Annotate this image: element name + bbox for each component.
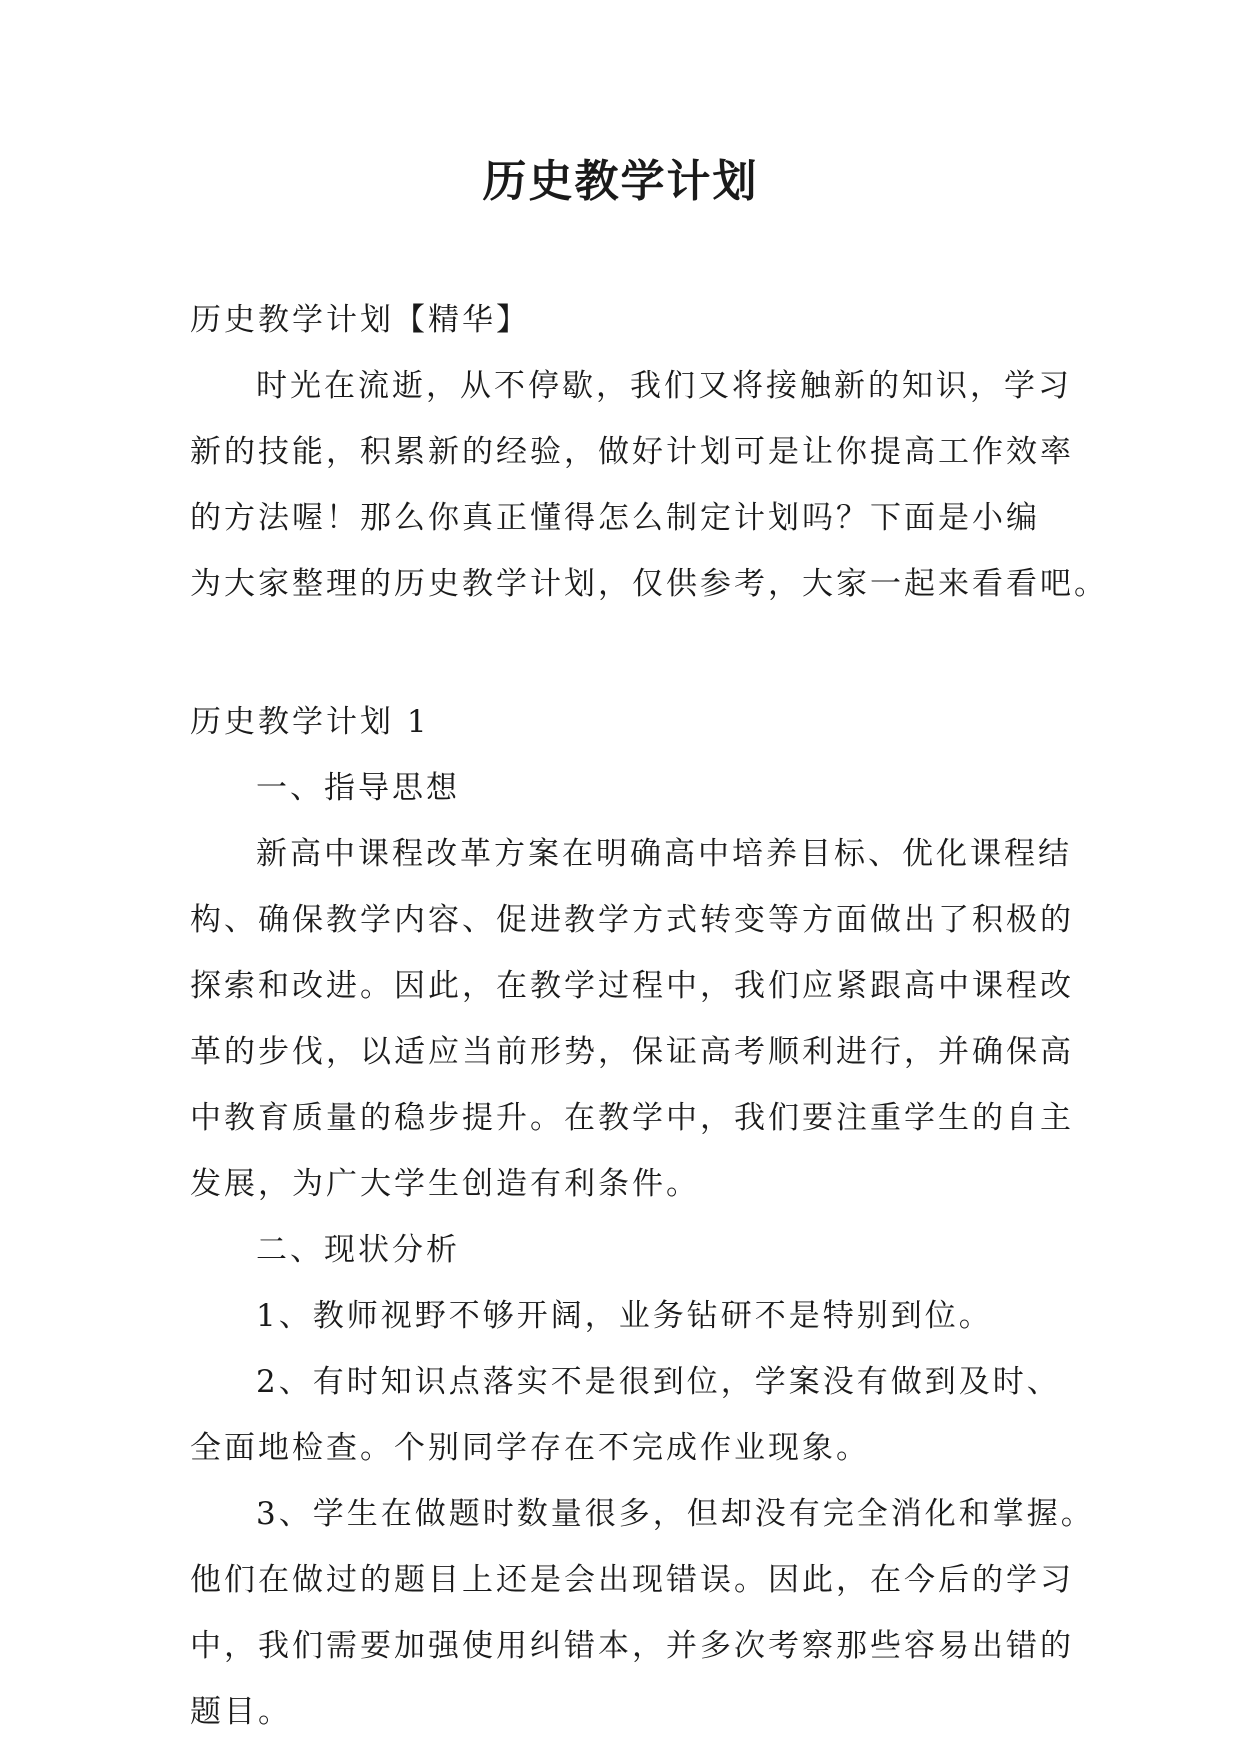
- paragraph-line: 革的步伐，以适应当前形势，保证高考顺利进行，并确保高: [190, 1034, 1074, 1070]
- list-item-line: 中，我们需要加强使用纠错本，并多次考察那些容易出错的: [190, 1628, 1074, 1664]
- intro-paragraph-line: 新的技能，积累新的经验，做好计划可是让你提高工作效率: [190, 434, 1074, 470]
- paragraph-line: 新高中课程改革方案在明确高中培养目标、优化课程结: [256, 836, 1072, 872]
- section-gap: [190, 617, 1052, 689]
- list-item-line: 题目。: [190, 1694, 292, 1730]
- paragraph-line: 中教育质量的稳步提升。在教学中，我们要注重学生的自主: [190, 1100, 1074, 1136]
- intro-paragraph-line: 时光在流逝，从不停歇，我们又将接触新的知识，学习: [256, 368, 1072, 404]
- subtitle-line: 历史教学计划【精华】: [190, 302, 530, 338]
- paragraph-line: 探索和改进。因此，在教学过程中，我们应紧跟高中课程改: [190, 968, 1074, 1004]
- subsection-heading: 二、现状分析: [256, 1232, 460, 1268]
- document-body: [190, 287, 1108, 1745]
- section-heading: 历史教学计划 1: [190, 704, 430, 740]
- document-title: 历史教学计划: [482, 156, 759, 207]
- subsection-heading: 一、指导思想: [256, 770, 460, 806]
- list-item-line: 1、教师视野不够开阔，业务钻研不是特别到位。: [256, 1298, 993, 1334]
- intro-paragraph-line: 的方法喔！那么你真正懂得怎么制定计划吗？下面是小编: [190, 500, 1040, 536]
- list-item-line: 全面地检查。个别同学存在不完成作业现象。: [190, 1430, 870, 1466]
- list-item-line: 他们在做过的题目上还是会出现错误。因此，在今后的学习: [190, 1562, 1074, 1598]
- paragraph-line: 构、确保教学内容、促进教学方式转变等方面做出了积极的: [190, 902, 1074, 938]
- intro-paragraph-line: 为大家整理的历史教学计划，仅供参考，大家一起来看看吧。: [190, 566, 1108, 602]
- list-item-line: 3、学生在做题时数量很多，但却没有完全消化和掌握。: [256, 1496, 1095, 1532]
- list-item-line: 2、有时知识点落实不是很到位，学案没有做到及时、: [256, 1364, 1061, 1400]
- paragraph-line: 发展，为广大学生创造有利条件。: [190, 1166, 700, 1202]
